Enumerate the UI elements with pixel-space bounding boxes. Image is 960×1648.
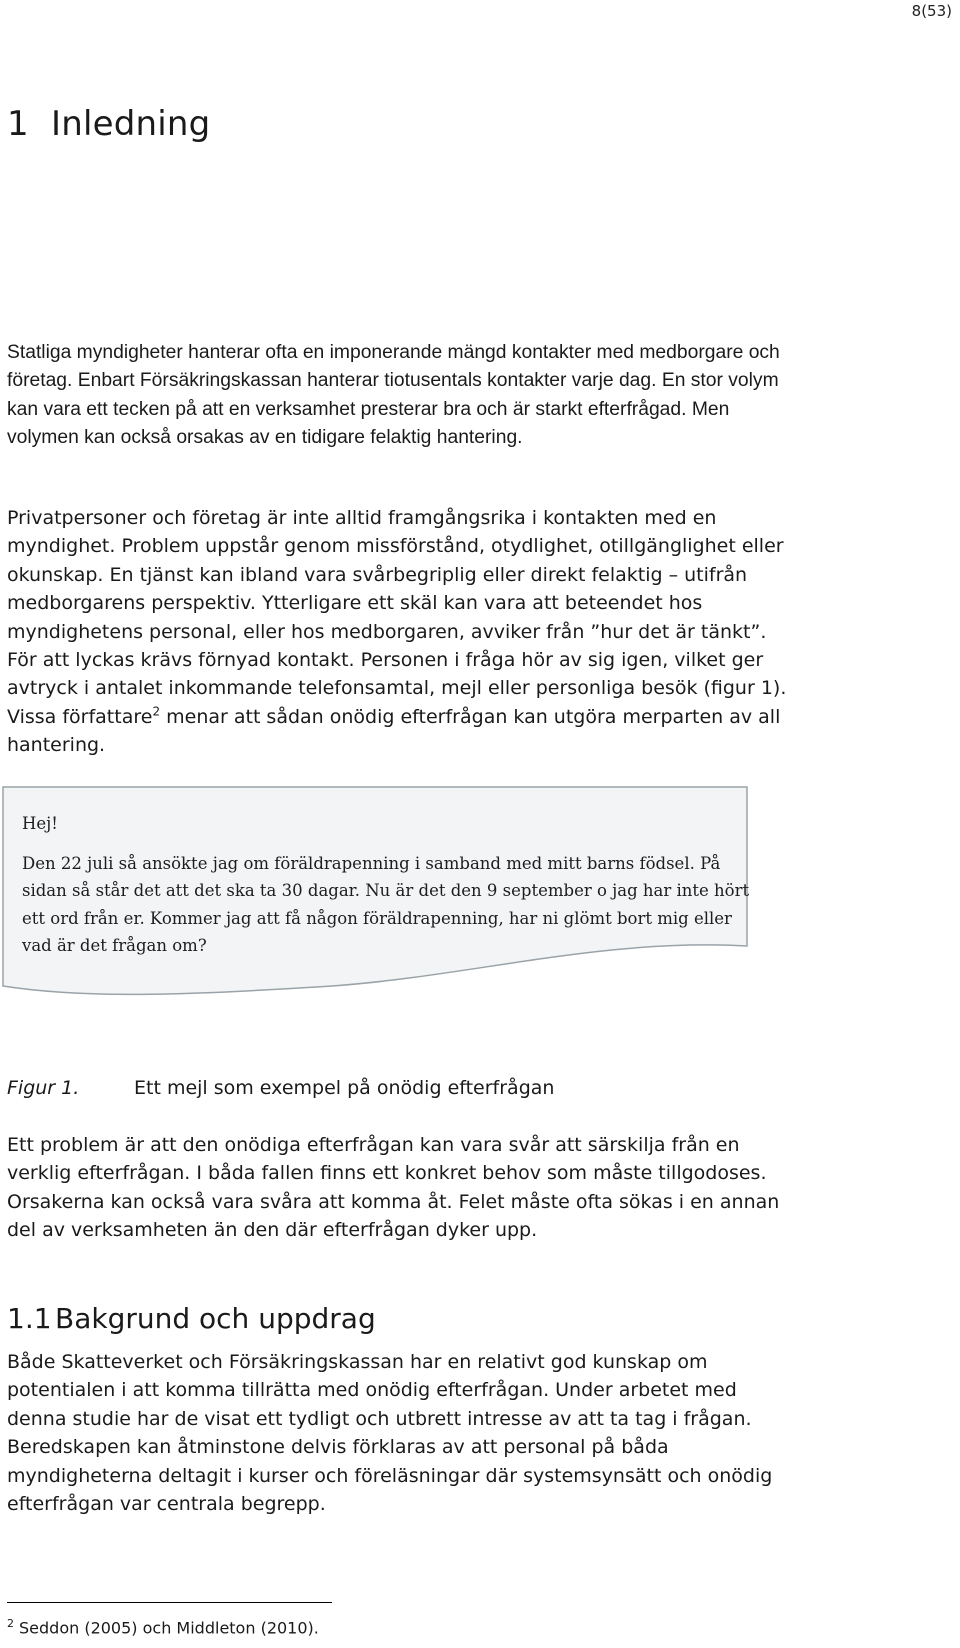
chapter-heading <box>7 104 210 144</box>
section-heading <box>7 1302 376 1335</box>
section-title: Bakgrund och uppdrag <box>55 1302 376 1335</box>
paragraph-intro: Statliga myndigheter hanterar ofta en imponerande mängd kontakter med medborgare och företag. Enbart Försäkringskassan hanterar tiotusentals kontakter varje dag. En stor volym kan vara ett tecken på att en verksamhet presterar bra och är starkt efterfrågad. Men volymen kan också orsakas av en tidigare felaktig hantering. <box>7 342 780 449</box>
footnote-reference[interactable]: 2 <box>152 704 161 719</box>
figure-label: Figur 1. <box>7 1077 80 1099</box>
footnote-separator <box>7 1602 332 1603</box>
email-greeting: Hej! <box>22 814 58 833</box>
email-figure <box>2 786 792 1026</box>
page-number: 8(53) <box>911 2 952 20</box>
footnote <box>7 1617 319 1637</box>
chapter-title: Inledning <box>51 104 211 144</box>
footnote-text: Seddon (2005) och Middleton (2010). <box>19 1618 319 1638</box>
email-content <box>22 810 762 972</box>
paragraph-problems-text: Privatpersoner och företag är inte alltid framgångsrika i kontakten med en myndighet. Problem uppstår genom missförstånd, otydlighet, otillgänglighet eller okunskap. En tjänst kan ibland vara svårbegriplig eller direkt felaktig – utifrån medborgarens perspektiv. Ytterligare ett skäl kan vara att beteendet hos myndighetens personal, eller hos medborgaren, avviker från ”hur det är tänkt”. För att lyckas krävs förnyad kontakt. Personen i fråga hör av sig igen, vilket ger avtryck i antalet inkommande telefonsamtal, mejl eller personliga besök (figur 1). Vissa författare <box>7 507 787 728</box>
figure-caption <box>7 1077 554 1099</box>
figure-caption-text: Ett mejl som exempel på onödig efterfrågan <box>134 1077 555 1099</box>
chapter-number: 1 <box>7 104 29 144</box>
section-number: 1.1 <box>7 1302 52 1335</box>
email-message: Den 22 juli så ansökte jag om föräldrapenning i samband med mitt barns födsel. På sidan så står det att det ska ta 30 dagar. Nu är det den 9 september o jag har inte hört ett ord från er. Kommer jag att få någon föräldrapenning, har ni glömt bort mig eller vad är det frågan om? <box>22 853 750 955</box>
paragraph-background: Både Skatteverket och Försäkringskassan har en relativt god kunskap om potentialen i att komma tillrätta med onödig efterfrågan. Under arbetet med denna studie har de visat ett tydligt och utbrett intresse av att ta tag i frågan. Beredskapen kan åtminstone delvis förklaras av att personal på båda myndigheterna deltagit i kurser och föreläsningar där systemsynsätt och onödig efterfrågan var centrala begrepp. <box>7 1351 773 1516</box>
footnote-marker: 2 <box>7 1617 14 1630</box>
paragraph-distinguish: Ett problem är att den onödiga efterfrågan kan vara svår att särskilja från en verklig efterfrågan. I båda fallen finns ett konkret behov som måste tillgodoses. Orsakerna kan också vara svåra att komma åt. Felet måste ofta sökas i en annan del av verksamheten än den där efterfrågan dyker upp. <box>7 1134 780 1242</box>
paragraph-problems-tail: menar att sådan onödig efterfrågan kan utgöra merparten av all hantering. <box>7 705 781 757</box>
paragraph-problems <box>7 504 797 760</box>
